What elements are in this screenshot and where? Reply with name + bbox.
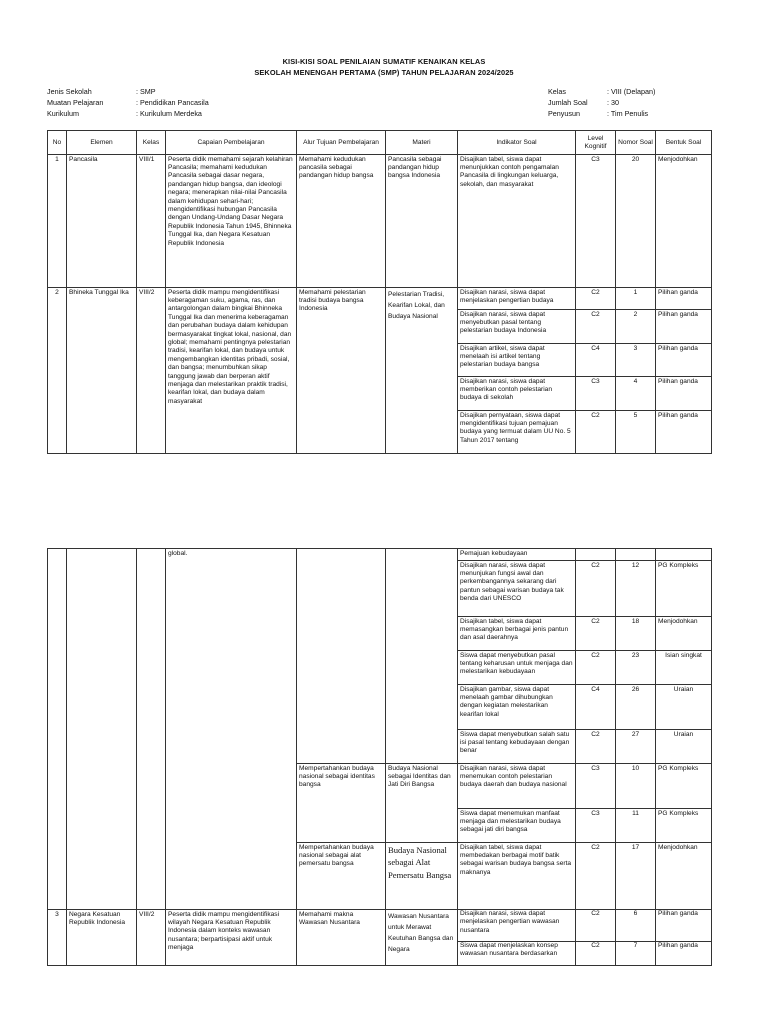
capaian-cell: Peserta didik memahami sejarah kelahiran Pancasila; memahami kedudukan Pancasila sebagai dasar negara, pandangan hidup bangsa, dan ideologi negara; menerapkan nilai-nilai Pancasila dalam kehidupan sehari-hari; mengidentifikasi hubungan Pancasila dengan Undang-Undang Dasar Negara Republik Indonesia Tahun 1945, Bhinneka Tunggal Ika, dan Negara Kesatuan Republik Indonesia bbox=[166, 155, 297, 288]
nomor-cell: 2 bbox=[616, 310, 656, 344]
nomor-cell: 20 bbox=[616, 155, 656, 288]
alur-tujuan-cell: Mempertahankan budaya nasional sebagai identitas bangsa bbox=[297, 764, 386, 843]
bentuk-cell: PG Kompleks bbox=[656, 764, 712, 809]
table-row bbox=[48, 288, 712, 310]
elemen-cell: Negara Kesatuan Republik Indonesia bbox=[67, 910, 137, 966]
level-item: C2 bbox=[591, 910, 600, 917]
level-cell: C2 bbox=[576, 561, 616, 617]
nomor-stack-cell bbox=[616, 910, 656, 966]
materi-cell: Wawasan Nusantara untuk Merawat Keutuhan Bangsa dan Negara bbox=[386, 910, 458, 966]
bentuk-cell: Pilihan ganda bbox=[656, 288, 712, 310]
level-item: C2 bbox=[576, 941, 615, 965]
table-row bbox=[48, 549, 712, 561]
indikator-cell: Disajikan pernyataan, siswa dapat mengidentifikasi tujuan pemajuan budaya yang termuat dalam UU No. 5 Tahun 2017 tentang bbox=[458, 411, 576, 454]
indikator-cell: Siswa dapat menemukan manfaat menjaga dan melestarikan budaya sebagai jati diri bangsa bbox=[458, 809, 576, 843]
bentuk-cell: Pilihan ganda bbox=[656, 310, 712, 344]
materi-cell: Budaya Nasional sebagai Identitas dan Jati Diri Bangsa bbox=[386, 764, 458, 843]
bentuk-item: Pilihan ganda bbox=[656, 941, 711, 965]
indikator-cell: Pemajuan kebudayaan bbox=[458, 549, 576, 561]
level-cell: C2 bbox=[576, 843, 616, 910]
bentuk-cell: Uraian bbox=[656, 685, 712, 730]
kisi-kisi-table-page-1 bbox=[47, 130, 712, 454]
materi-cell: Pelestarian Tradisi, Kearifan Lokal, dan Budaya Nasional bbox=[386, 288, 458, 454]
document-title-line-1: KISI-KISI SOAL PENILAIAN SUMATIF KENAIKAN KELAS bbox=[282, 57, 486, 66]
indikator-cell: Disajikan tabel, siswa dapat membedakan berbagai motif batik sebagai warisan budaya bangsa serta maknanya bbox=[458, 843, 576, 910]
level-cell bbox=[576, 549, 616, 561]
nomor-cell: 1 bbox=[616, 288, 656, 310]
meta-label: Kurikulum bbox=[47, 109, 79, 118]
kelas-cell: VIII/2 bbox=[137, 910, 166, 966]
kelas-cell bbox=[137, 549, 166, 910]
indikator-item: Siswa dapat menjelaskan konsep wawasan nusantara berdasarkan bbox=[458, 941, 575, 965]
nomor-cell: 17 bbox=[616, 843, 656, 910]
nomor-cell: 18 bbox=[616, 617, 656, 651]
elemen-cell: Pancasila bbox=[67, 155, 137, 288]
nomor-cell: 26 bbox=[616, 685, 656, 730]
alur-tujuan-cell: Memahami pelestarian tradisi budaya bangsa Indonesia bbox=[297, 288, 386, 454]
meta-label: Jenis Sekolah bbox=[47, 87, 92, 96]
nomor-cell: 3 bbox=[616, 344, 656, 377]
column-header: Capaian Pembelajaran bbox=[166, 131, 297, 155]
column-header: Elemen bbox=[67, 131, 137, 155]
indikator-cell: Siswa dapat menyebutkan pasal tentang keharusan untuk menjaga dan melestarikan kebudayaan bbox=[458, 651, 576, 685]
nomor-cell: 10 bbox=[616, 764, 656, 809]
meta-label: Kelas bbox=[548, 87, 566, 96]
level-cell: C3 bbox=[576, 377, 616, 411]
meta-label: Jumlah Soal bbox=[548, 98, 588, 107]
indikator-item: Disajikan narasi, siswa dapat menjelaskan pengertian wawasan nusantara bbox=[460, 910, 560, 934]
indikator-cell: Disajikan narasi, siswa dapat menunjukan fungsi awal dan perkembangannya sekarang dari pantun sebagai warisan budaya tak benda dari UNESCO bbox=[458, 561, 576, 617]
meta-value: : Pendidikan Pancasila bbox=[136, 98, 209, 107]
meta-value: : Tim Penulis bbox=[607, 109, 649, 118]
kisi-kisi-table-page-2 bbox=[47, 548, 712, 966]
elemen-cell: Bhineka Tunggal Ika bbox=[67, 288, 137, 454]
alur-tujuan-cell bbox=[297, 549, 386, 764]
nomor-cell: 27 bbox=[616, 730, 656, 764]
column-header: Alur Tujuan Pembelajaran bbox=[297, 131, 386, 155]
indikator-cell: Disajikan gambar, siswa dapat menelaah gambar dihubungkan dengan kegiatan melestarikan kearifan lokal bbox=[458, 685, 576, 730]
bentuk-stack-cell bbox=[656, 910, 712, 966]
no-cell: 3 bbox=[48, 910, 67, 966]
bentuk-cell: PG Kompleks bbox=[656, 809, 712, 843]
meta-value: : Kurikulum Merdeka bbox=[136, 109, 202, 118]
elemen-cell bbox=[67, 549, 137, 910]
level-cell: C2 bbox=[576, 310, 616, 344]
bentuk-cell bbox=[656, 549, 712, 561]
meta-label: Muatan Pelajaran bbox=[47, 98, 104, 107]
bentuk-cell: Pilihan ganda bbox=[656, 377, 712, 411]
meta-right bbox=[548, 86, 655, 119]
indikator-cell: Disajikan artikel, siswa dapat menelaah isi artikel tentang pelestarian budaya bangsa bbox=[458, 344, 576, 377]
indikator-cell: Disajikan tabel, siswa dapat menunjukkan contoh pengamalan Pancasila di lingkungan keluarga, sekolah, dan masyarakat bbox=[458, 155, 576, 288]
materi-cell: Budaya Nasional sebagai Alat Pemersatu Bangsa bbox=[386, 843, 458, 910]
column-header: Level Kognitif bbox=[576, 131, 616, 155]
kelas-cell: VIII/2 bbox=[137, 288, 166, 454]
nomor-item: 6 bbox=[633, 910, 638, 917]
indikator-stack bbox=[458, 910, 575, 965]
level-cell: C3 bbox=[576, 155, 616, 288]
bentuk-cell: Pilihan ganda bbox=[656, 344, 712, 377]
meta-value: : VIII (Delapan) bbox=[607, 87, 656, 96]
column-header: Nomor Soal bbox=[616, 131, 656, 155]
bentuk-cell: Menjodohkan bbox=[656, 155, 712, 288]
no-cell bbox=[48, 549, 67, 910]
kelas-cell: VIII/1 bbox=[137, 155, 166, 288]
bentuk-cell: Menjodohkan bbox=[656, 617, 712, 651]
no-cell: 2 bbox=[48, 288, 67, 454]
bentuk-cell: Pilihan ganda bbox=[656, 411, 712, 454]
meta-label: Penyusun bbox=[548, 109, 580, 118]
bentuk-cell: PG Kompleks bbox=[656, 561, 712, 617]
bentuk-cell: Menjodohkan bbox=[656, 843, 712, 910]
column-header: Indikator Soal bbox=[458, 131, 576, 155]
meta-left bbox=[47, 86, 209, 119]
column-header: Kelas bbox=[137, 131, 166, 155]
capaian-cell: Peserta didik mampu mengidentifikasi wilayah Negara Kesatuan Republik Indonesia dalam konteks wawasan nusantara; berpartisipasi aktif untuk menjaga bbox=[166, 910, 297, 966]
capaian-cell: global. bbox=[166, 549, 297, 910]
indikator-cell: Disajikan narasi, siswa dapat menemukan contoh pelestarian budaya daerah dan budaya nasional bbox=[458, 764, 576, 809]
document-title-line-2: SEKOLAH MENENGAH PERTAMA (SMP) TAHUN PELAJARAN 2024/2025 bbox=[254, 68, 514, 77]
table-header-row bbox=[48, 131, 712, 155]
column-header: No bbox=[48, 131, 67, 155]
nomor-cell: 4 bbox=[616, 377, 656, 411]
level-cell: C2 bbox=[576, 651, 616, 685]
level-cell: C2 bbox=[576, 617, 616, 651]
indikator-cell: Disajikan narasi, siswa dapat menjelaskan pengertian budaya bbox=[458, 288, 576, 310]
materi-cell: Pancasila sebagai pandangan hidup bangsa Indonesia bbox=[386, 155, 458, 288]
column-header: Bentuk Soal bbox=[656, 131, 712, 155]
alur-tujuan-cell: Mempertahankan budaya nasional sebagai alat pemersatu bangsa bbox=[297, 843, 386, 910]
nomor-item: 7 bbox=[616, 941, 655, 965]
indikator-cell: Disajikan narasi, siswa dapat memberikan contoh pelestarian budaya di sekolah bbox=[458, 377, 576, 411]
meta-value: : 30 bbox=[607, 98, 619, 107]
nomor-cell: 23 bbox=[616, 651, 656, 685]
nomor-cell bbox=[616, 549, 656, 561]
level-cell: C3 bbox=[576, 764, 616, 809]
bentuk-item: Pilihan ganda bbox=[658, 910, 698, 917]
bentuk-cell: Uraian bbox=[656, 730, 712, 764]
level-cell: C3 bbox=[576, 809, 616, 843]
meta-value: : SMP bbox=[136, 87, 156, 96]
indikator-cell: Disajikan narasi, siswa dapat menyebutkan pasal tentang pelestarian budaya Indonesia bbox=[458, 310, 576, 344]
capaian-cell: Peserta didik mampu mengidentifikasi keberagaman suku, agama, ras, dan antargolongan dalam bingkai Bhinneka Tunggal Ika dan menerima keberagaman dan perubahan budaya dalam kehidupan bermasyarakat tingkat lokal, nasional, dan global; memahami pentingnya pelestarian tradisi, kearifan lokal, dan budaya untuk mengembangkan identitas pribadi, sosial, dan bangsa; menumbuhkan sikap tanggung jawab dan berperan aktif menjaga dan melestarikan praktik tradisi, kearifan lokal, dan budaya dalam masyarakat bbox=[166, 288, 297, 454]
nomor-cell: 11 bbox=[616, 809, 656, 843]
level-stack-cell bbox=[576, 910, 616, 966]
level-cell: C4 bbox=[576, 685, 616, 730]
level-cell: C2 bbox=[576, 411, 616, 454]
alur-tujuan-cell: Memahami kedudukan pancasila sebagai pandangan hidup bangsa bbox=[297, 155, 386, 288]
nomor-cell: 5 bbox=[616, 411, 656, 454]
indikator-cell: Disajikan tabel, siswa dapat memasangkan berbagai jenis pantun dan asal daerahnya bbox=[458, 617, 576, 651]
materi-cell bbox=[386, 549, 458, 764]
level-cell: C2 bbox=[576, 730, 616, 764]
indikator-cell: Siswa dapat menyebutkan salah satu isi pasal tentang kebudayaan dengan benar bbox=[458, 730, 576, 764]
level-cell: C4 bbox=[576, 344, 616, 377]
table-row bbox=[48, 155, 712, 288]
bentuk-cell: Isian singkat bbox=[656, 651, 712, 685]
no-cell: 1 bbox=[48, 155, 67, 288]
nomor-cell: 12 bbox=[616, 561, 656, 617]
alur-tujuan-cell: Memahami makna Wawasan Nusantara bbox=[297, 910, 386, 966]
level-cell: C2 bbox=[576, 288, 616, 310]
column-header: Materi bbox=[386, 131, 458, 155]
indikator-stack-cell bbox=[458, 910, 576, 966]
table-row bbox=[48, 910, 712, 966]
